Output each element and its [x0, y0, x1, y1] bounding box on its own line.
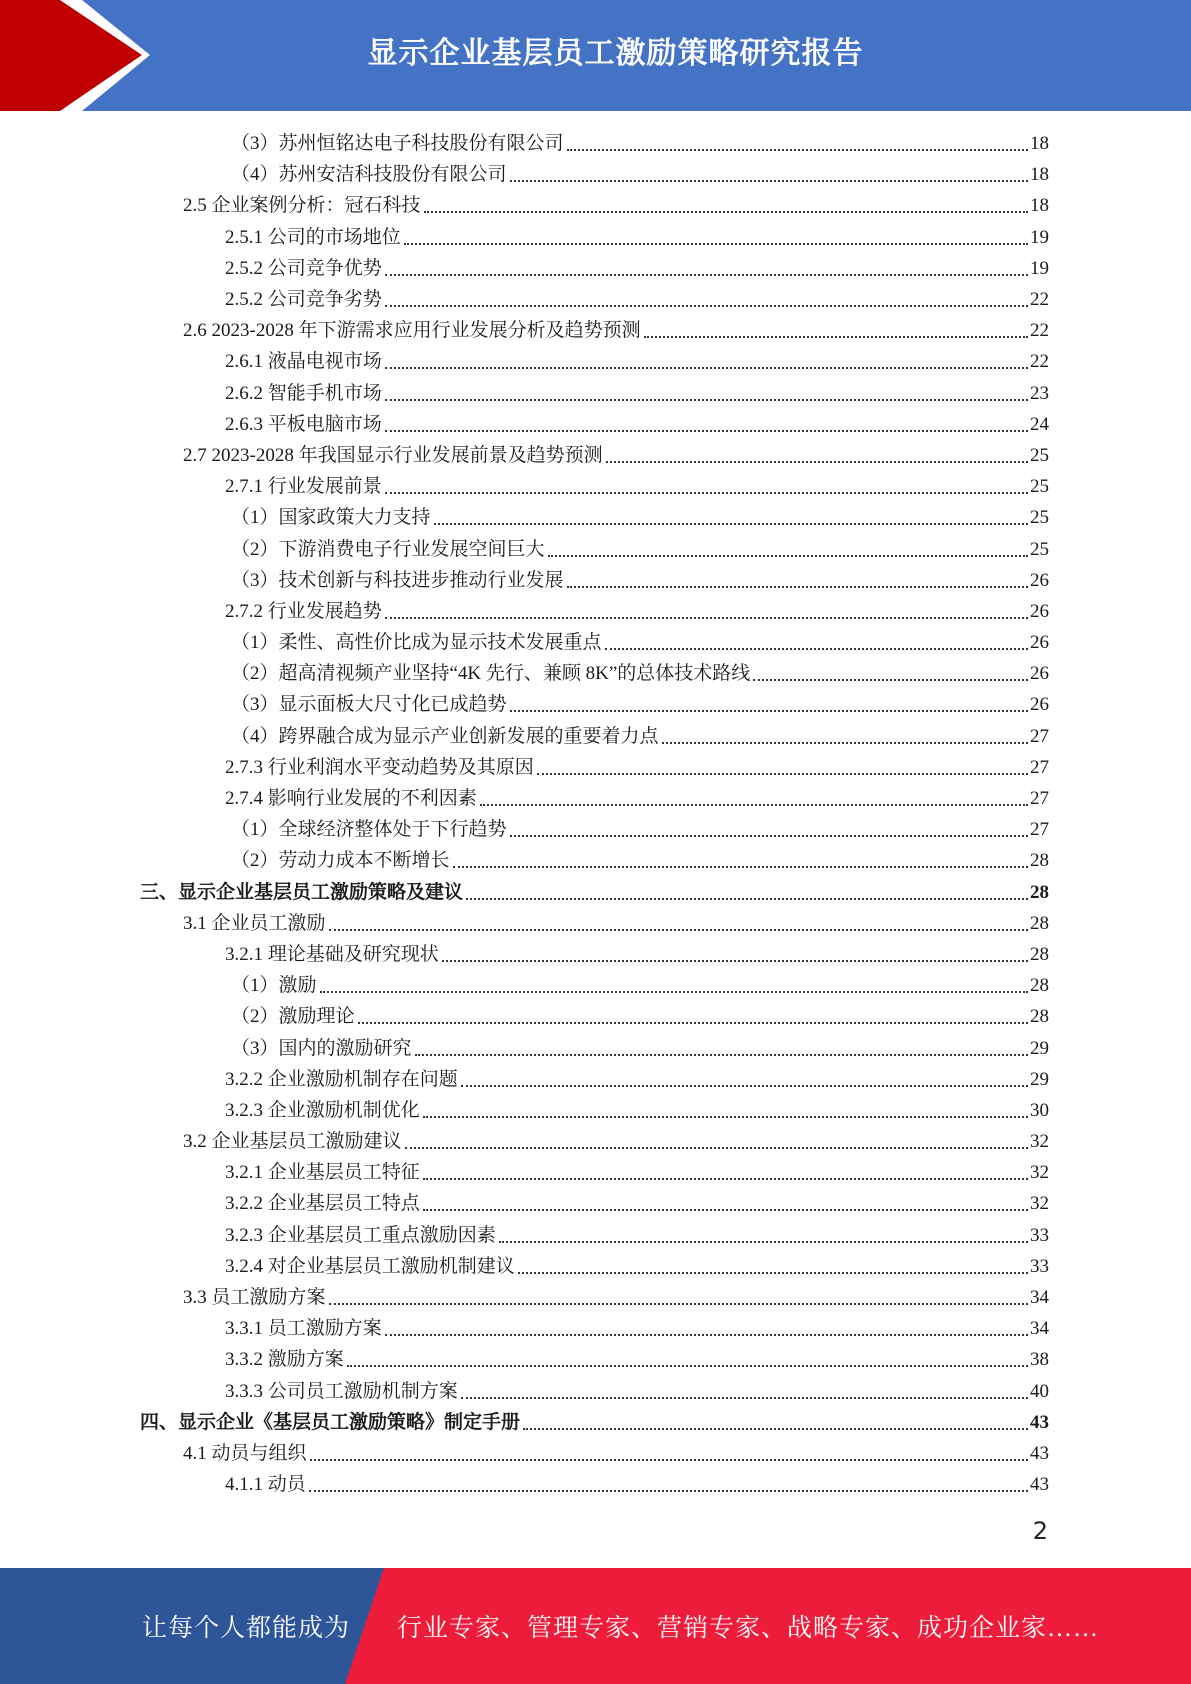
toc-entry-page: 28 [1030, 912, 1049, 934]
toc-entry-page: 18 [1030, 195, 1049, 217]
toc-dot-leader [385, 616, 1028, 619]
toc-entry-page: 34 [1030, 1318, 1049, 1340]
toc-dot-leader [385, 1333, 1028, 1336]
toc-entry-title: 2.7.3 行业利润水平变动趋势及其原因 [225, 756, 534, 778]
toc-entry-page: 43 [1030, 1474, 1049, 1496]
toc-dot-leader [510, 834, 1028, 837]
toc-entry-page: 25 [1030, 476, 1049, 498]
toc-dot-leader [461, 1396, 1028, 1399]
toc-entry-title: 2.7.4 影响行业发展的不利因素 [225, 788, 477, 810]
toc-entry-title: 2.7.2 行业发展趋势 [225, 600, 382, 622]
toc-dot-leader [423, 1177, 1028, 1180]
toc-dot-leader [329, 928, 1028, 931]
toc-dot-leader [644, 335, 1028, 338]
toc-entry-title: 3.3.1 员工激励方案 [225, 1318, 382, 1340]
toc-dot-leader [310, 1458, 1028, 1461]
toc-entry[interactable] [140, 502, 1049, 533]
toc-entry-page: 29 [1030, 1037, 1049, 1059]
toc-entry-page: 27 [1030, 725, 1049, 747]
toc-entry-title: 4.1.1 动员 [225, 1474, 306, 1496]
toc-entry-title: 2.6.1 液晶电视市场 [225, 351, 382, 373]
report-title: 显示企业基层员工激励策略研究报告 [367, 36, 864, 71]
toc-entry[interactable] [140, 253, 1049, 284]
toc-dot-leader [385, 273, 1028, 276]
toc-entry-title: 3.3.3 公司员工激励机制方案 [225, 1380, 458, 1402]
toc-entry-title: 3.2.3 企业基层员工重点激励因素 [225, 1224, 496, 1246]
toc-entry-title: 三、显示企业基层员工激励策略及建议 [140, 881, 464, 903]
toc-entry-title: 3.2.3 企业激励机制优化 [225, 1099, 420, 1121]
toc-dot-leader [537, 772, 1028, 775]
toc-entry-title: 3.2 企业基层员工激励建议 [183, 1131, 402, 1153]
toc-entry[interactable] [140, 1126, 1049, 1157]
toc-entry-page: 28 [1030, 943, 1049, 965]
toc-dot-leader [434, 522, 1028, 525]
toc-dot-leader [385, 366, 1028, 369]
toc-entry-title: 3.1 企业员工激励 [183, 912, 326, 934]
toc-entry-page: 43 [1030, 1411, 1049, 1433]
toc-entry-title: 2.5.2 公司竞争优势 [225, 257, 382, 279]
toc-entry-title: （3）技术创新与科技进步推动行业发展 [231, 569, 564, 591]
toc-entry-page: 27 [1030, 788, 1049, 810]
table-of-contents [140, 128, 1049, 1500]
page-header-banner [0, 0, 1191, 111]
toc-entry[interactable] [140, 845, 1049, 876]
toc-dot-leader [605, 647, 1028, 650]
toc-entry-title: （1）国家政策大力支持 [231, 507, 431, 529]
toc-entry-page: 26 [1030, 569, 1049, 591]
toc-entry[interactable] [140, 1032, 1049, 1063]
toc-entry[interactable] [140, 814, 1049, 845]
toc-entry-page: 38 [1030, 1349, 1049, 1371]
toc-entry-page: 43 [1030, 1442, 1049, 1464]
toc-entry-page: 33 [1030, 1224, 1049, 1246]
toc-dot-leader [358, 1021, 1028, 1024]
toc-dot-leader [510, 709, 1028, 712]
toc-entry[interactable] [140, 658, 1049, 689]
toc-entry-title: 2.5.1 公司的市场地位 [225, 226, 401, 248]
toc-entry-title: （2）激励理论 [231, 1006, 355, 1028]
toc-entry-title: 3.2.4 对企业基层员工激励机制建议 [225, 1255, 515, 1277]
toc-dot-leader [499, 1240, 1028, 1243]
toc-entry-title: （3）苏州恒铭达电子科技股份有限公司 [231, 133, 564, 155]
toc-dot-leader [405, 1146, 1028, 1149]
toc-dot-leader [567, 585, 1028, 588]
toc-entry[interactable] [140, 284, 1049, 315]
toc-entry-title: 2.7 2023-2028 年我国显示行业发展前景及趋势预测 [183, 444, 603, 466]
toc-entry[interactable] [140, 1344, 1049, 1375]
toc-entry[interactable] [140, 533, 1049, 564]
toc-entry-page: 23 [1030, 382, 1049, 404]
toc-dot-leader [385, 429, 1028, 432]
toc-dot-leader [309, 1489, 1028, 1492]
toc-dot-leader [523, 1427, 1028, 1430]
toc-dot-leader [385, 491, 1028, 494]
toc-entry-title: 3.2.2 企业激励机制存在问题 [225, 1068, 458, 1090]
toc-entry-title: 3.2.1 企业基层员工特征 [225, 1162, 420, 1184]
toc-entry-title: （2）劳动力成本不断增长 [231, 850, 450, 872]
toc-entry[interactable] [140, 721, 1049, 752]
toc-entry[interactable] [140, 128, 1049, 159]
toc-entry[interactable] [140, 1095, 1049, 1126]
toc-entry-page: 25 [1030, 444, 1049, 466]
toc-entry-page: 27 [1030, 756, 1049, 778]
toc-dot-leader [606, 460, 1028, 463]
toc-entry-page: 26 [1030, 632, 1049, 654]
toc-entry-page: 33 [1030, 1255, 1049, 1277]
toc-entry-page: 18 [1030, 164, 1049, 186]
toc-entry-title: （3）国内的激励研究 [231, 1037, 412, 1059]
toc-entry-title: （1）柔性、高性价比成为显示技术发展重点 [231, 632, 602, 654]
toc-entry[interactable] [140, 970, 1049, 1001]
toc-dot-leader [404, 242, 1028, 245]
toc-entry-page: 28 [1030, 881, 1049, 903]
toc-dot-leader [329, 1302, 1028, 1305]
toc-entry[interactable] [140, 908, 1049, 939]
toc-entry[interactable] [140, 1157, 1049, 1188]
toc-entry-title: 2.6.3 平板电脑市场 [225, 413, 382, 435]
toc-dot-leader [424, 210, 1028, 213]
toc-entry[interactable] [140, 159, 1049, 190]
toc-entry-title: 3.2.2 企业基层员工特点 [225, 1193, 420, 1215]
toc-entry[interactable] [140, 1282, 1049, 1313]
toc-dot-leader [423, 1115, 1028, 1118]
toc-dot-leader [320, 990, 1028, 993]
page-number: 2 [1032, 1517, 1048, 1545]
toc-entry[interactable] [140, 315, 1049, 346]
toc-entry[interactable] [140, 1469, 1049, 1500]
toc-dot-leader [480, 803, 1028, 806]
toc-dot-leader [461, 1084, 1028, 1087]
toc-entry-page: 29 [1030, 1068, 1049, 1090]
toc-entry-page: 26 [1030, 694, 1049, 716]
toc-entry-page: 26 [1030, 600, 1049, 622]
toc-entry[interactable] [140, 1188, 1049, 1219]
toc-entry[interactable] [140, 627, 1049, 658]
toc-dot-leader [662, 741, 1028, 744]
toc-entry-page: 40 [1030, 1380, 1049, 1402]
toc-entry-page: 26 [1030, 663, 1049, 685]
toc-entry-title: 四、显示企业《基层员工激励策略》制定手册 [140, 1411, 521, 1433]
toc-entry-page: 28 [1030, 975, 1049, 997]
toc-entry-title: （1）激励 [231, 975, 317, 997]
toc-dot-leader [548, 554, 1028, 557]
toc-entry-page: 32 [1030, 1162, 1049, 1184]
toc-entry-page: 18 [1030, 133, 1049, 155]
toc-entry-title: 2.6 2023-2028 年下游需求应用行业发展分析及趋势预测 [183, 320, 641, 342]
toc-entry[interactable] [140, 1438, 1049, 1469]
toc-dot-leader [385, 304, 1028, 307]
toc-entry[interactable] [140, 1313, 1049, 1344]
toc-entry[interactable] [140, 1064, 1049, 1095]
toc-entry-page: 32 [1030, 1131, 1049, 1153]
toc-dot-leader [518, 1271, 1028, 1274]
toc-entry[interactable] [140, 1001, 1049, 1032]
toc-entry-title: 3.3.2 激励方案 [225, 1349, 344, 1371]
toc-entry-title: 2.7.1 行业发展前景 [225, 476, 382, 498]
toc-entry-title: 4.1 动员与组织 [183, 1442, 307, 1464]
toc-dot-leader [415, 1053, 1028, 1056]
toc-entry-title: 3.2.1 理论基础及研究现状 [225, 943, 439, 965]
toc-entry-title: 2.5.2 公司竞争劣势 [225, 289, 382, 311]
toc-entry-page: 19 [1030, 257, 1049, 279]
toc-entry-title: （4）跨界融合成为显示产业创新发展的重要着力点 [231, 725, 659, 747]
toc-entry[interactable] [140, 346, 1049, 377]
footer-slogan-right: 行业专家、管理专家、营销专家、战略专家、成功企业家…… [397, 1615, 1100, 1642]
toc-dot-leader [567, 148, 1028, 151]
toc-entry[interactable] [140, 471, 1049, 502]
toc-entry-page: 25 [1030, 538, 1049, 560]
toc-entry-title: 2.5 企业案例分析：冠石科技 [183, 195, 421, 217]
toc-dot-leader [347, 1364, 1028, 1367]
toc-entry-page: 34 [1030, 1287, 1049, 1309]
toc-entry-title: 2.6.2 智能手机市场 [225, 382, 382, 404]
toc-entry[interactable] [140, 409, 1049, 440]
toc-entry[interactable] [140, 1407, 1049, 1438]
toc-entry[interactable] [140, 877, 1049, 908]
toc-entry-page: 25 [1030, 507, 1049, 529]
toc-entry[interactable] [140, 1251, 1049, 1282]
toc-dot-leader [466, 897, 1028, 900]
toc-dot-leader [453, 865, 1028, 868]
toc-entry[interactable] [140, 1220, 1049, 1251]
toc-entry-title: （4）苏州安洁科技股份有限公司 [231, 164, 507, 186]
toc-entry-page: 32 [1030, 1193, 1049, 1215]
toc-entry[interactable] [140, 1376, 1049, 1407]
toc-entry[interactable] [140, 378, 1049, 409]
toc-entry-title: （2）下游消费电子行业发展空间巨大 [231, 538, 545, 560]
toc-dot-leader [753, 678, 1028, 681]
toc-entry-page: 24 [1030, 413, 1049, 435]
toc-entry[interactable] [140, 689, 1049, 720]
toc-entry-page: 22 [1030, 289, 1049, 311]
toc-entry-page: 28 [1030, 850, 1049, 872]
toc-entry[interactable] [140, 752, 1049, 783]
toc-entry[interactable] [140, 440, 1049, 471]
toc-entry[interactable] [140, 596, 1049, 627]
toc-entry-page: 28 [1030, 1006, 1049, 1028]
toc-dot-leader [385, 398, 1028, 401]
footer-slogan-left: 让每个人都能成为 [142, 1615, 351, 1642]
toc-dot-leader [510, 179, 1028, 182]
toc-dot-leader [442, 959, 1028, 962]
toc-entry-page: 22 [1030, 320, 1049, 342]
toc-entry-title: 3.3 员工激励方案 [183, 1287, 326, 1309]
toc-entry-title: （1）全球经济整体处于下行趋势 [231, 819, 507, 841]
toc-entry-title: （3）显示面板大尺寸化已成趋势 [231, 694, 507, 716]
toc-entry[interactable] [140, 190, 1049, 221]
toc-entry-page: 22 [1030, 351, 1049, 373]
toc-entry-page: 19 [1030, 226, 1049, 248]
toc-entry[interactable] [140, 565, 1049, 596]
page-footer-banner [0, 1568, 1191, 1684]
toc-entry[interactable] [140, 783, 1049, 814]
toc-entry-title: （2）超高清视频产业坚持“4K 先行、兼顾 8K”的总体技术路线 [231, 663, 751, 685]
toc-entry-page: 30 [1030, 1099, 1049, 1121]
toc-entry[interactable] [140, 939, 1049, 970]
toc-dot-leader [423, 1208, 1028, 1211]
toc-entry[interactable] [140, 222, 1049, 253]
toc-entry-page: 27 [1030, 819, 1049, 841]
